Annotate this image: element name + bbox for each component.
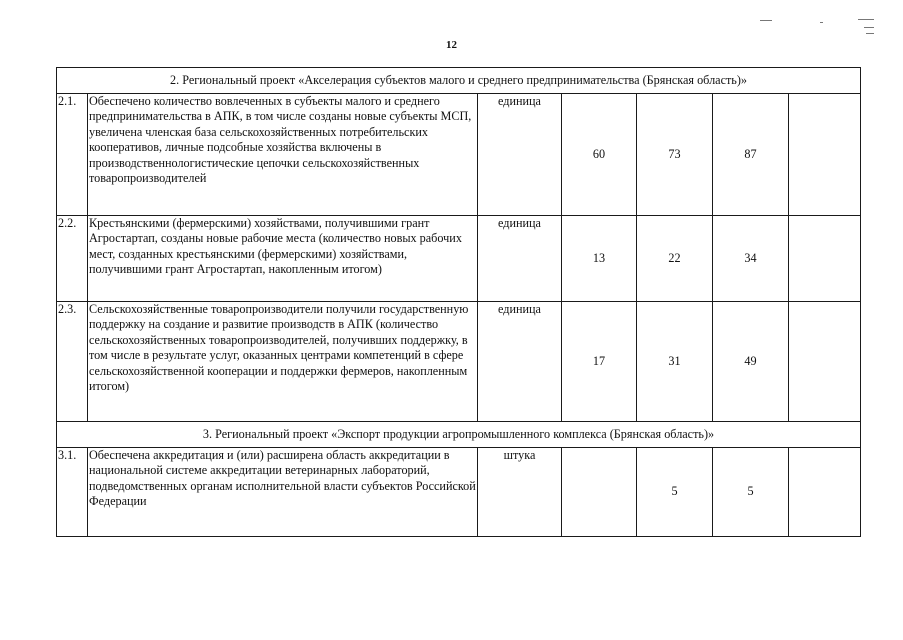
section-title: 2. Региональный проект «Акселерация субъектов малого и среднего предпринимательства (Брянская область)» <box>57 68 861 94</box>
section-header-row <box>57 68 861 94</box>
row-value <box>789 216 861 302</box>
row-value: 34 <box>713 216 789 302</box>
row-number: 2.3. <box>57 302 88 422</box>
table-row <box>57 216 861 302</box>
section-title: 3. Региональный проект «Экспорт продукции агропромышленного комплекса (Брянская область)» <box>57 422 861 448</box>
row-value <box>789 94 861 216</box>
row-unit: единица <box>478 216 562 302</box>
row-unit: единица <box>478 302 562 422</box>
row-number: 2.1. <box>57 94 88 216</box>
row-value <box>562 448 637 537</box>
row-value: 5 <box>713 448 789 537</box>
indicators-table <box>56 67 861 537</box>
row-value: 22 <box>637 216 713 302</box>
row-description: Обеспечена аккредитация и (или) расширена область аккредитации в национальной системе аккредитации ветеринарных лабораторий, подведомственных органам исполнительной власти субъектов Российской Федерации <box>88 448 478 537</box>
row-unit: штука <box>478 448 562 537</box>
row-description: Обеспечено количество вовлеченных в субъекты малого и среднего предпринимательства в АПК, в том числе созданы новые субъекты МСП, увеличена членская база сельскохозяйственных потребительских кооперативов, личные подсобные хозяйства включены в производственнологистические цепочки сельскохозяйственных товаропроизводителей <box>88 94 478 216</box>
row-value <box>789 302 861 422</box>
row-value: 60 <box>562 94 637 216</box>
table-row <box>57 302 861 422</box>
table-row <box>57 448 861 537</box>
section-header-row <box>57 422 861 448</box>
row-description: Сельскохозяйственные товаропроизводители получили государственную поддержку на создание и развитие производств в АПК (количество сельскохозяйственных товаропроизводителей, получивших поддержку, в том числе в результате услуг, оказанных центрами компетенций в сфере сельскохозяйственной кооперации и поддержки фермеров, накопленным итогом) <box>88 302 478 422</box>
row-value: 17 <box>562 302 637 422</box>
row-value: 73 <box>637 94 713 216</box>
row-unit: единица <box>478 94 562 216</box>
row-value: 31 <box>637 302 713 422</box>
row-value <box>789 448 861 537</box>
row-value: 5 <box>637 448 713 537</box>
page-number: 12 <box>446 39 457 51</box>
row-value: 13 <box>562 216 637 302</box>
row-number: 2.2. <box>57 216 88 302</box>
row-value: 49 <box>713 302 789 422</box>
row-number: 3.1. <box>57 448 88 537</box>
row-value: 87 <box>713 94 789 216</box>
table-row <box>57 94 861 216</box>
row-description: Крестьянскими (фермерскими) хозяйствами, получившими грант Агростартап, созданы новые рабочие места (количество новых рабочих мест, созданных крестьянскими (фермерскими) хозяйствами, получившими грант Агростартап, накопленным итогом) <box>88 216 478 302</box>
